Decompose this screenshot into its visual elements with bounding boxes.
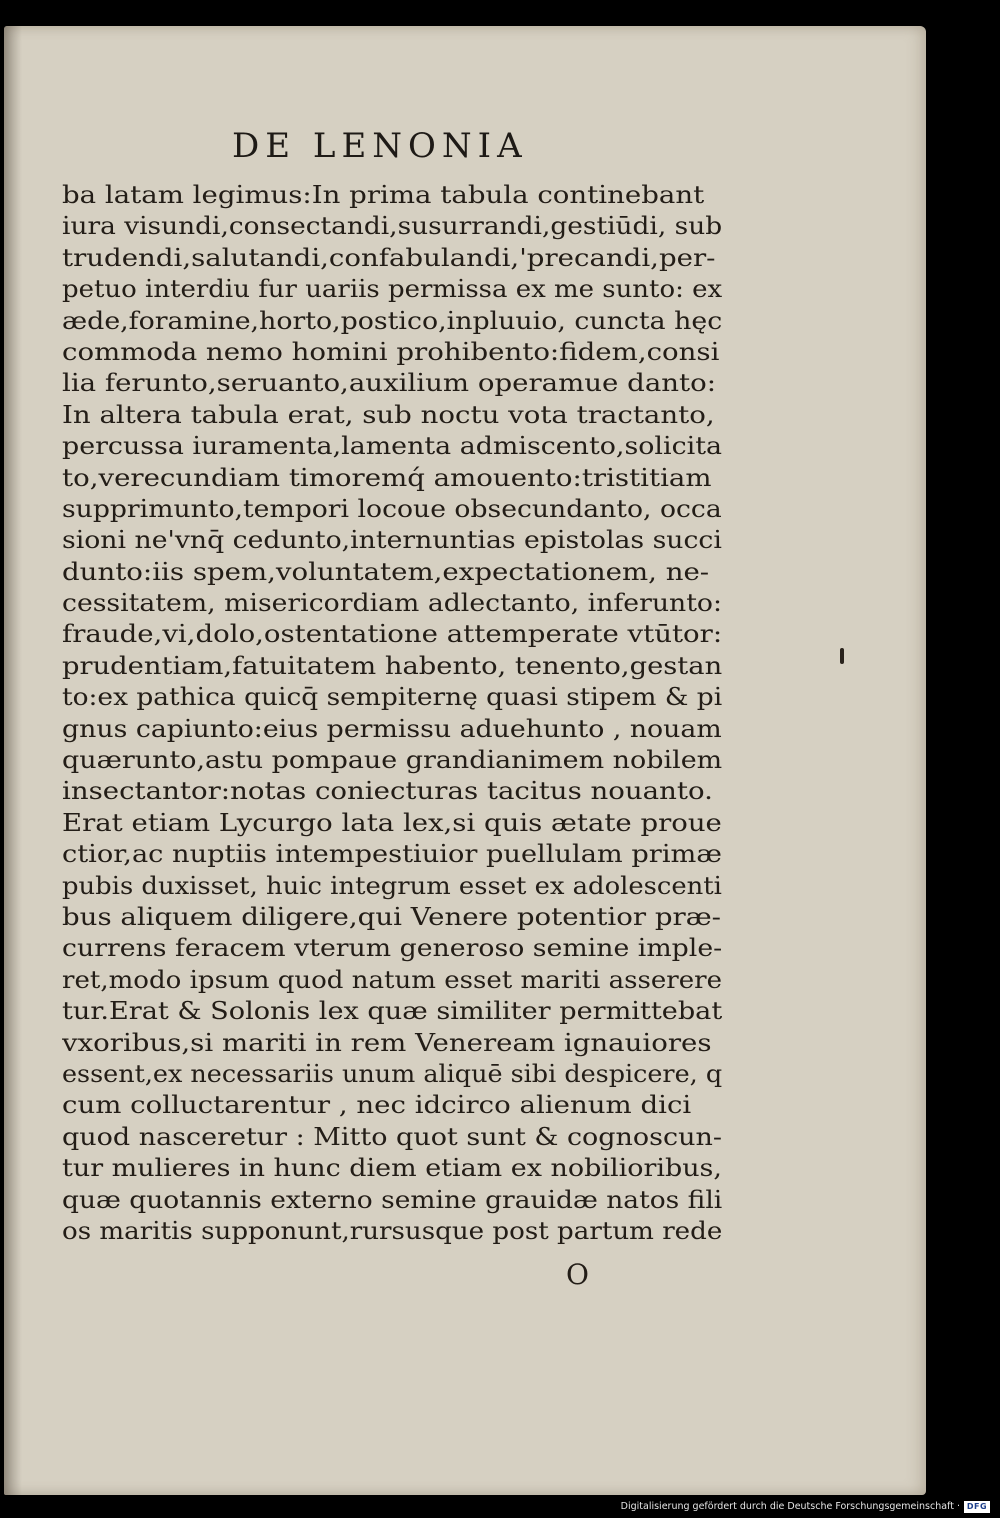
- body-text: [62, 180, 722, 1247]
- text-line: os maritis supponunt,rursusque post partum rede: [62, 1216, 722, 1245]
- text-line: pubis duxisset, huic integrum esset ex adolescenti: [62, 871, 722, 900]
- text-line: ba latam legimus:In prima tabula continebant: [62, 181, 705, 209]
- text-line: Erat etiam Lycurgo lata lex,si quis ætate proue: [62, 808, 722, 837]
- text-line: commoda nemo homini prohibento:fidem,consi: [62, 337, 720, 366]
- signature-mark: O: [566, 1258, 589, 1291]
- book-page: [4, 26, 926, 1495]
- digitization-credit: Digitalisierung gefördert durch die Deutsche Forschungsgemeinschaft ·: [620, 1501, 960, 1512]
- text-line: petuo interdiu fur uariis permissa ex me sunto: ex: [62, 275, 722, 304]
- text-line: iura visundi,consectandi,susurrandi,gestiūdi, sub: [62, 212, 722, 241]
- text-line: to,verecundiam timoremq́ amouento:tristitiam: [62, 463, 712, 492]
- text-line: percussa iuramenta,lamenta admiscento,solicita: [62, 432, 722, 461]
- margin-ink-mark: [840, 648, 844, 664]
- text-line: currens feracem vterum generoso semine imple-: [62, 934, 722, 963]
- text-line: tur.Erat & Solonis lex quæ similiter permittebat: [62, 997, 722, 1026]
- text-line: trudendi,salutandi,confabulandi,'precandi,per-: [62, 243, 716, 272]
- text-line: cessitatem, misericordiam adlectanto, inferunto:: [62, 589, 722, 618]
- text-line: In altera tabula erat, sub noctu vota tractanto,: [62, 400, 715, 429]
- text-line: quod nasceretur : Mitto quot sunt & cognoscun-: [62, 1122, 722, 1151]
- text-line: ret,modo ipsum quod natum esset mariti asserere: [62, 965, 722, 994]
- text-line: to:ex pathica quicq̄ sempiternę quasi stipem & pi: [62, 683, 722, 712]
- text-line: insectantor:notas coniecturas tacitus nouanto.: [62, 777, 713, 806]
- text-line: supprimunto,tempori locoue obsecundanto, occa: [62, 494, 722, 523]
- text-line: gnus capiunto:eius permissu aduehunto , nouam: [62, 714, 722, 743]
- text-line: quærunto,astu pompaue grandianimem nobilem: [62, 746, 722, 775]
- running-head: DE LENONIA: [232, 126, 528, 166]
- text-line: dunto:iis spem,voluntatem,expectationem, ne-: [62, 557, 710, 586]
- text-line: bus aliquem diligere,qui Venere potentior præ-: [62, 902, 721, 931]
- text-line: tur mulieres in hunc diem etiam ex nobilioribus,: [62, 1154, 722, 1183]
- text-line: sioni ne'vnq̄ cedunto,internuntias epistolas succi: [62, 526, 722, 555]
- text-line: lia ferunto,seruanto,auxilium operamue danto:: [62, 369, 717, 398]
- text-line: cum colluctarentur , nec idcirco alienum dici: [62, 1091, 692, 1120]
- dfg-logo-icon: DFG: [964, 1501, 990, 1513]
- text-line: vxoribus,si mariti in rem Veneream ignauiores: [62, 1028, 712, 1057]
- text-line: fraude,vi,dolo,ostentatione attemperate vtūtor:: [62, 620, 722, 649]
- text-line: prudentiam,fatuitatem habento, tenento,gestan: [62, 651, 722, 680]
- text-line: ctior,ac nuptiis intempestiuior puellulam primæ: [62, 840, 722, 869]
- text-line: æde,foramine,horto,postico,inpluuio, cuncta hęc: [62, 306, 722, 335]
- text-line: essent,ex necessariis unum aliquē sibi despicere, q: [62, 1059, 722, 1088]
- text-line: quæ quotannis externo semine grauidæ natos fili: [62, 1185, 722, 1214]
